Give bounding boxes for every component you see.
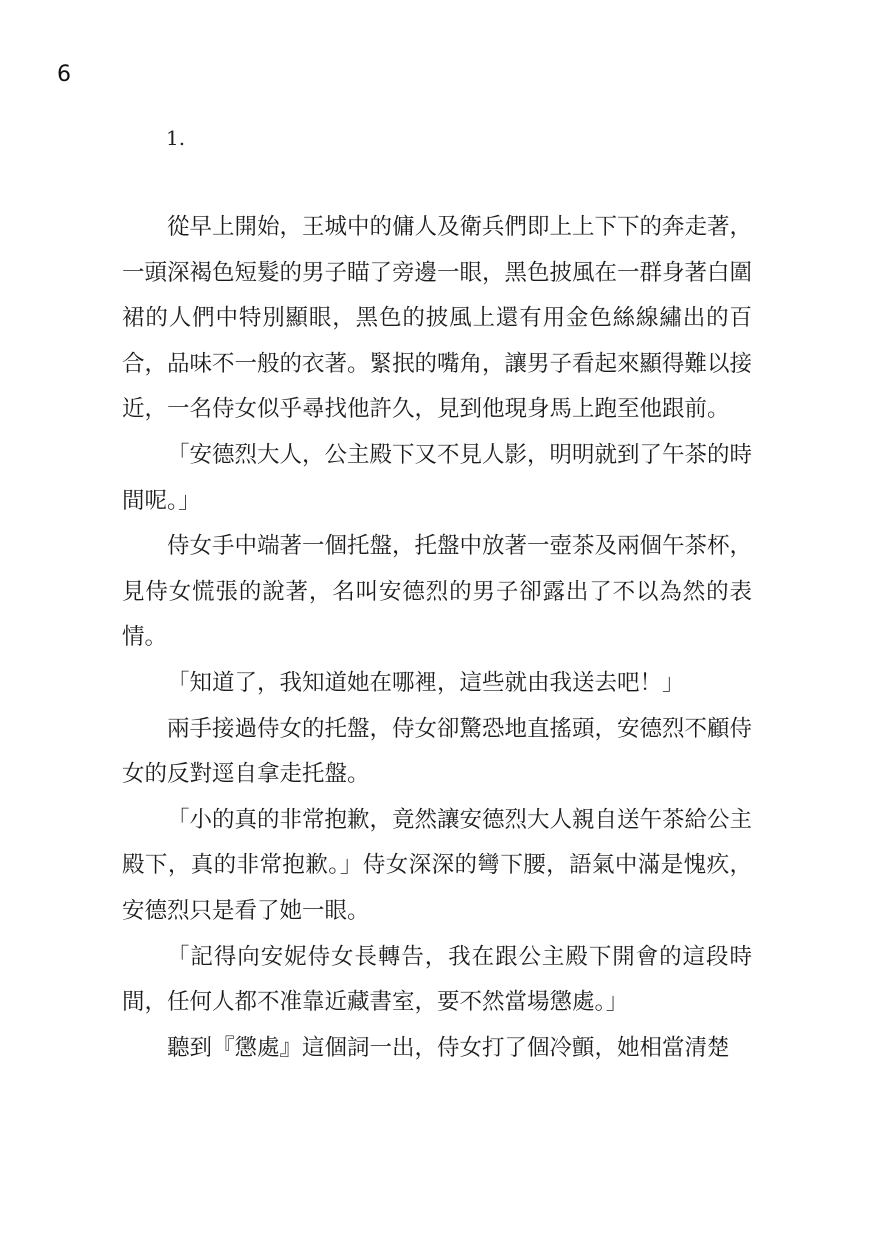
- paragraph: 從早上開始，王城中的傭人及衛兵們即上上下下的奔走著，一頭深褐色短髮的男子瞄了旁邊一眼，黑色披風在一群身著白圍裙的人們中特別顯眼，黑色的披風上還有用金色絲線繡出的百合，品味不一般的衣著。緊抿的嘴角，讓男子看起來顯得難以接近，一名侍女似乎尋找他許久，見到他現身馬上跑至他跟前。: [122, 214, 753, 423]
- paragraph: 「知道了，我知道她在哪裡，這些就由我送去吧！」: [167, 669, 685, 696]
- paragraph: 「記得向安妮侍女長轉告，我在跟公主殿下開會的這段時間，任何人都不准靠近藏書室，要不然當場懲處。」: [122, 943, 752, 1016]
- paragraph: 「小的真的非常抱歉，竟然讓安德烈大人親自送午茶給公主殿下，真的非常抱歉。」侍女深深的彎下腰，語氣中滿是愧疚，安德烈只是看了她一眼。: [122, 806, 753, 924]
- paragraph: 聽到『懲處』這個詞一出，侍女打了個冷顫，她相當清楚: [167, 1034, 730, 1061]
- body-text: [122, 205, 752, 1071]
- page-number: 6: [57, 62, 71, 87]
- chapter-number: 1.: [166, 126, 186, 150]
- paragraph: 兩手接過侍女的托盤，侍女卻驚恐地直搖頭，安德烈不顧侍女的反對逕自拿走托盤。: [122, 715, 753, 788]
- paragraph: 侍女手中端著一個托盤，托盤中放著一壺茶及兩個午茶杯，見侍女慌張的說著，名叫安德烈的男子卻露出了不以為然的表情。: [122, 533, 753, 651]
- paragraph: 「安德烈大人，公主殿下又不見人影，明明就到了午茶的時間呢。」: [122, 441, 753, 514]
